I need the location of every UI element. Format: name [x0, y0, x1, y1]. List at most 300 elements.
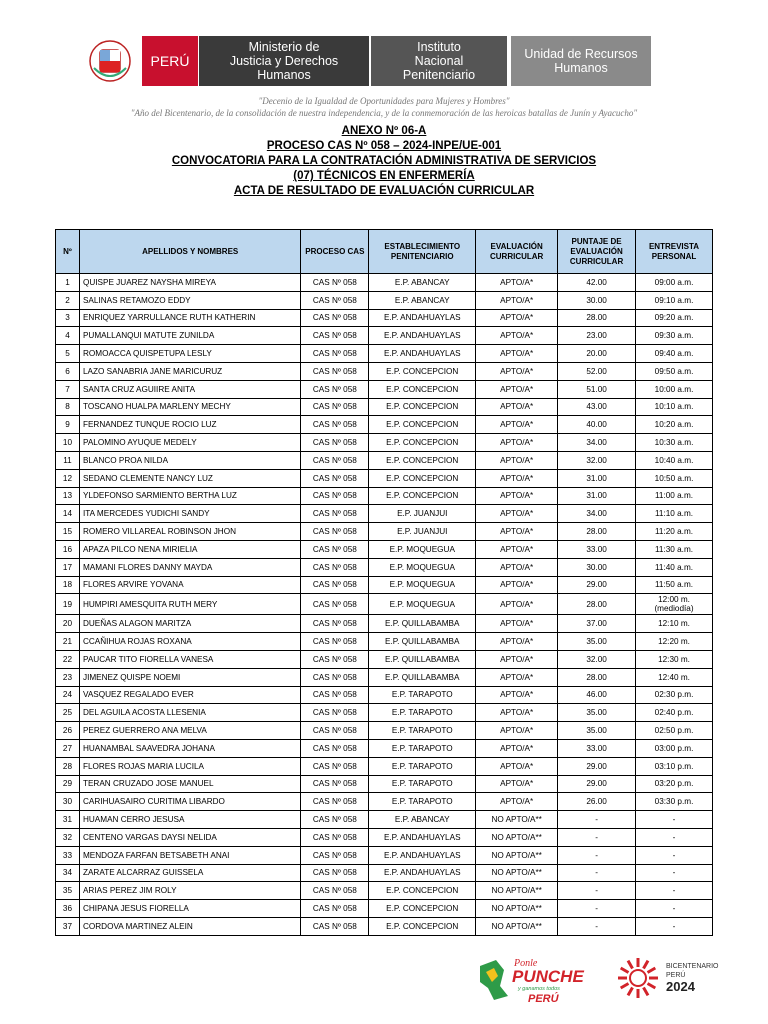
row-process: CAS Nº 058 — [301, 576, 369, 594]
row-process: CAS Nº 058 — [301, 398, 369, 416]
row-number: 9 — [56, 416, 80, 434]
row-name: PALOMINO AYUQUE MEDELY — [79, 434, 300, 452]
row-evaluation: APTO/A* — [476, 757, 558, 775]
row-process: CAS Nº 058 — [301, 523, 369, 541]
row-process: CAS Nº 058 — [301, 900, 369, 918]
row-number: 5 — [56, 345, 80, 363]
row-establishment: E.P. MOQUEGUA — [369, 576, 476, 594]
row-interview: 11:20 a.m. — [636, 523, 713, 541]
row-number: 4 — [56, 327, 80, 345]
row-score: 30.00 — [558, 291, 636, 309]
table-row — [56, 291, 713, 309]
row-evaluation: APTO/A* — [476, 434, 558, 452]
row-number: 28 — [56, 757, 80, 775]
row-establishment: E.P. QUILLABAMBA — [369, 633, 476, 651]
table-row — [56, 523, 713, 541]
row-evaluation: APTO/A* — [476, 576, 558, 594]
table-row — [56, 704, 713, 722]
call-title: CONVOCATORIA PARA LA CONTRATACIÓN ADMINISTRATIVA DE SERVICIOS — [171, 155, 597, 167]
row-interview: 12:30 m. — [636, 650, 713, 668]
row-number: 21 — [56, 633, 80, 651]
row-score: 35.00 — [558, 704, 636, 722]
row-number: 26 — [56, 722, 80, 740]
row-interview: 10:00 a.m. — [636, 380, 713, 398]
row-establishment: E.P. JUANJUI — [369, 505, 476, 523]
header-number: Nº — [56, 230, 80, 274]
row-interview: 03:20 p.m. — [636, 775, 713, 793]
row-interview: 03:30 p.m. — [636, 793, 713, 811]
table-row — [56, 469, 713, 487]
row-number: 12 — [56, 469, 80, 487]
row-establishment: E.P. CONCEPCION — [369, 917, 476, 935]
row-establishment: E.P. TARAPOTO — [369, 739, 476, 757]
row-score: - — [558, 882, 636, 900]
row-process: CAS Nº 058 — [301, 615, 369, 633]
row-score: 30.00 — [558, 558, 636, 576]
table-row — [56, 864, 713, 882]
row-name: ZARATE ALCARRAZ GUISSELA — [79, 864, 300, 882]
row-number: 33 — [56, 846, 80, 864]
row-score: 26.00 — [558, 793, 636, 811]
row-establishment: E.P. ABANCAY — [369, 291, 476, 309]
row-establishment: E.P. MOQUEGUA — [369, 558, 476, 576]
row-score: - — [558, 811, 636, 829]
row-score: 28.00 — [558, 309, 636, 327]
row-evaluation: APTO/A* — [476, 327, 558, 345]
table-row — [56, 633, 713, 651]
row-process: CAS Nº 058 — [301, 291, 369, 309]
row-process: CAS Nº 058 — [301, 327, 369, 345]
row-score: 34.00 — [558, 505, 636, 523]
row-process: CAS Nº 058 — [301, 309, 369, 327]
table-row — [56, 362, 713, 380]
row-number: 16 — [56, 540, 80, 558]
row-establishment: E.P. ANDAHUAYLAS — [369, 309, 476, 327]
row-establishment: E.P. CONCEPCION — [369, 434, 476, 452]
row-process: CAS Nº 058 — [301, 882, 369, 900]
table-row — [56, 828, 713, 846]
table-row — [56, 540, 713, 558]
row-score: 31.00 — [558, 487, 636, 505]
row-interview: 11:40 a.m. — [636, 558, 713, 576]
row-process: CAS Nº 058 — [301, 668, 369, 686]
row-establishment: E.P. CONCEPCION — [369, 469, 476, 487]
row-interview: - — [636, 828, 713, 846]
row-interview: 09:00 a.m. — [636, 274, 713, 292]
row-interview: - — [636, 882, 713, 900]
row-interview: 09:40 a.m. — [636, 345, 713, 363]
table-row — [56, 345, 713, 363]
row-evaluation: APTO/A* — [476, 309, 558, 327]
row-score: 46.00 — [558, 686, 636, 704]
row-interview: - — [636, 864, 713, 882]
row-process: CAS Nº 058 — [301, 451, 369, 469]
row-interview: 02:40 p.m. — [636, 704, 713, 722]
row-evaluation: APTO/A* — [476, 380, 558, 398]
row-establishment: E.P. TARAPOTO — [369, 757, 476, 775]
row-establishment: E.P. TARAPOTO — [369, 722, 476, 740]
row-evaluation: APTO/A* — [476, 793, 558, 811]
bicentenario-text: BICENTENARIO PERÚ 2024 — [666, 963, 719, 994]
table-row — [56, 380, 713, 398]
row-evaluation: APTO/A* — [476, 558, 558, 576]
campaign-slogan: y ganamos todos — [518, 986, 560, 992]
row-process: CAS Nº 058 — [301, 757, 369, 775]
row-name: PUMALLANQUI MATUTE ZUNILDA — [79, 327, 300, 345]
row-process: CAS Nº 058 — [301, 633, 369, 651]
row-score: 43.00 — [558, 398, 636, 416]
row-establishment: E.P. CONCEPCION — [369, 487, 476, 505]
row-number: 1 — [56, 274, 80, 292]
row-score: - — [558, 828, 636, 846]
row-establishment: E.P. QUILLABAMBA — [369, 650, 476, 668]
row-number: 14 — [56, 505, 80, 523]
row-process: CAS Nº 058 — [301, 828, 369, 846]
row-evaluation: APTO/A* — [476, 594, 558, 615]
row-evaluation: APTO/A* — [476, 615, 558, 633]
row-establishment: E.P. CONCEPCION — [369, 380, 476, 398]
row-evaluation: APTO/A* — [476, 487, 558, 505]
row-name: APAZA PILCO NENA MIRIELIA — [79, 540, 300, 558]
row-number: 11 — [56, 451, 80, 469]
row-evaluation: APTO/A* — [476, 469, 558, 487]
row-evaluation: APTO/A* — [476, 398, 558, 416]
header-score: PUNTAJE DE EVALUACIÓN CURRICULAR — [558, 230, 636, 274]
row-name: ROMERO VILLAREAL ROBINSON JHON — [79, 523, 300, 541]
row-name: HUMPIRI AMESQUITA RUTH MERY — [79, 594, 300, 615]
row-number: 30 — [56, 793, 80, 811]
row-name: ITA MERCEDES YUDICHI SANDY — [79, 505, 300, 523]
row-name: CARIHUASAIRO CURITIMA LIBARDO — [79, 793, 300, 811]
table-row — [56, 398, 713, 416]
row-evaluation: NO APTO/A** — [476, 917, 558, 935]
row-process: CAS Nº 058 — [301, 505, 369, 523]
row-interview: 10:30 a.m. — [636, 434, 713, 452]
row-name: JIMENEZ QUISPE NOEMI — [79, 668, 300, 686]
row-process: CAS Nº 058 — [301, 811, 369, 829]
row-number: 17 — [56, 558, 80, 576]
row-interview: 03:00 p.m. — [636, 739, 713, 757]
row-evaluation: APTO/A* — [476, 274, 558, 292]
table-row — [56, 739, 713, 757]
table-row — [56, 434, 713, 452]
row-score: 28.00 — [558, 523, 636, 541]
row-interview: 09:10 a.m. — [636, 291, 713, 309]
row-interview: - — [636, 846, 713, 864]
bicentenario-emblem-icon — [616, 956, 660, 1000]
row-process: CAS Nº 058 — [301, 362, 369, 380]
table-row — [56, 309, 713, 327]
table-row — [56, 722, 713, 740]
row-name: BLANCO PROA NILDA — [79, 451, 300, 469]
header-process: PROCESO CAS — [301, 230, 369, 274]
row-score: 33.00 — [558, 739, 636, 757]
row-score: - — [558, 900, 636, 918]
table-row — [56, 594, 713, 615]
row-establishment: E.P. QUILLABAMBA — [369, 668, 476, 686]
row-process: CAS Nº 058 — [301, 345, 369, 363]
row-interview: 10:40 a.m. — [636, 451, 713, 469]
table-row — [56, 274, 713, 292]
row-score: 42.00 — [558, 274, 636, 292]
row-name: FLORES ROJAS MARIA LUCILA — [79, 757, 300, 775]
row-score: 32.00 — [558, 451, 636, 469]
row-evaluation: APTO/A* — [476, 668, 558, 686]
row-score: 28.00 — [558, 594, 636, 615]
row-evaluation: NO APTO/A** — [476, 882, 558, 900]
coat-of-arms-icon — [78, 36, 142, 86]
table-row — [56, 416, 713, 434]
peru-label: PERÚ — [142, 36, 198, 86]
table-row — [56, 882, 713, 900]
row-number: 37 — [56, 917, 80, 935]
row-name: CORDOVA MARTINEZ ALEIN — [79, 917, 300, 935]
row-name: CENTENO VARGAS DAYSI NELIDA — [79, 828, 300, 846]
table-row — [56, 811, 713, 829]
ponle-punche-logo — [474, 952, 594, 1004]
row-name: HUAMAN CERRO JESUSA — [79, 811, 300, 829]
row-number: 22 — [56, 650, 80, 668]
header-interview: ENTREVISTA PERSONAL — [636, 230, 713, 274]
row-process: CAS Nº 058 — [301, 594, 369, 615]
row-interview: 10:10 a.m. — [636, 398, 713, 416]
row-process: CAS Nº 058 — [301, 558, 369, 576]
row-name: TOSCANO HUALPA MARLENY MECHY — [79, 398, 300, 416]
row-name: DUEÑAS ALAGON MARITZA — [79, 615, 300, 633]
row-establishment: E.P. MOQUEGUA — [369, 540, 476, 558]
table-row — [56, 775, 713, 793]
process-title: PROCESO CAS Nº 058 – 2024-INPE/UE-001 — [266, 140, 502, 152]
table-row — [56, 576, 713, 594]
row-number: 8 — [56, 398, 80, 416]
row-number: 15 — [56, 523, 80, 541]
row-establishment: E.P. ANDAHUAYLAS — [369, 864, 476, 882]
row-establishment: E.P. ANDAHUAYLAS — [369, 345, 476, 363]
row-number: 18 — [56, 576, 80, 594]
row-establishment: E.P. CONCEPCION — [369, 882, 476, 900]
row-establishment: E.P. CONCEPCION — [369, 900, 476, 918]
row-name: PEREZ GUERRERO ANA MELVA — [79, 722, 300, 740]
row-name: LAZO SANABRIA JANE MARICURUZ — [79, 362, 300, 380]
row-process: CAS Nº 058 — [301, 434, 369, 452]
institute-label: Instituto Nacional Penitenciario — [371, 36, 507, 86]
row-interview: 12:10 m. — [636, 615, 713, 633]
row-number: 34 — [56, 864, 80, 882]
row-number: 36 — [56, 900, 80, 918]
row-score: 35.00 — [558, 722, 636, 740]
row-score: - — [558, 864, 636, 882]
row-process: CAS Nº 058 — [301, 686, 369, 704]
row-score: 37.00 — [558, 615, 636, 633]
row-name: QUISPE JUAREZ NAYSHA MIREYA — [79, 274, 300, 292]
row-score: 40.00 — [558, 416, 636, 434]
row-establishment: E.P. TARAPOTO — [369, 686, 476, 704]
row-evaluation: APTO/A* — [476, 345, 558, 363]
table-row — [56, 757, 713, 775]
row-number: 3 — [56, 309, 80, 327]
row-process: CAS Nº 058 — [301, 650, 369, 668]
row-score: 29.00 — [558, 576, 636, 594]
table-row — [56, 505, 713, 523]
row-score: 29.00 — [558, 775, 636, 793]
row-name: TERAN CRUZADO JOSE MANUEL — [79, 775, 300, 793]
row-evaluation: NO APTO/A** — [476, 811, 558, 829]
row-interview: - — [636, 811, 713, 829]
row-number: 13 — [56, 487, 80, 505]
table-header-row — [56, 230, 713, 274]
row-evaluation: APTO/A* — [476, 704, 558, 722]
row-name: HUANAMBAL SAAVEDRA JOHANA — [79, 739, 300, 757]
row-score: 20.00 — [558, 345, 636, 363]
row-evaluation: APTO/A* — [476, 416, 558, 434]
row-establishment: E.P. CONCEPCION — [369, 416, 476, 434]
row-interview: 10:20 a.m. — [636, 416, 713, 434]
table-body — [56, 274, 713, 936]
row-process: CAS Nº 058 — [301, 917, 369, 935]
annex-title: ANEXO Nº 06-A — [341, 125, 427, 137]
row-establishment: E.P. MOQUEGUA — [369, 594, 476, 615]
row-establishment: E.P. TARAPOTO — [369, 704, 476, 722]
row-process: CAS Nº 058 — [301, 846, 369, 864]
row-evaluation: APTO/A* — [476, 291, 558, 309]
row-establishment: E.P. ANDAHUAYLAS — [369, 846, 476, 864]
row-number: 24 — [56, 686, 80, 704]
row-process: CAS Nº 058 — [301, 739, 369, 757]
row-interview: 11:50 a.m. — [636, 576, 713, 594]
table-row — [56, 900, 713, 918]
row-name: CCAÑIHUA ROJAS ROXANA — [79, 633, 300, 651]
table-row — [56, 917, 713, 935]
row-process: CAS Nº 058 — [301, 864, 369, 882]
row-number: 29 — [56, 775, 80, 793]
row-evaluation: APTO/A* — [476, 505, 558, 523]
row-interview: 10:50 a.m. — [636, 469, 713, 487]
row-score: 29.00 — [558, 757, 636, 775]
row-establishment: E.P. ABANCAY — [369, 811, 476, 829]
row-evaluation: APTO/A* — [476, 362, 558, 380]
row-process: CAS Nº 058 — [301, 274, 369, 292]
row-name: FERNANDEZ TUNQUE ROCIO LUZ — [79, 416, 300, 434]
row-number: 19 — [56, 594, 80, 615]
row-name: SANTA CRUZ AGUIIRE ANITA — [79, 380, 300, 398]
row-establishment: E.P. ABANCAY — [369, 274, 476, 292]
row-number: 20 — [56, 615, 80, 633]
row-interview: 02:50 p.m. — [636, 722, 713, 740]
row-process: CAS Nº 058 — [301, 380, 369, 398]
row-number: 2 — [56, 291, 80, 309]
row-name: VASQUEZ REGALADO EVER — [79, 686, 300, 704]
row-score: 34.00 — [558, 434, 636, 452]
table-row — [56, 686, 713, 704]
row-establishment: E.P. CONCEPCION — [369, 362, 476, 380]
row-evaluation: APTO/A* — [476, 650, 558, 668]
row-process: CAS Nº 058 — [301, 722, 369, 740]
row-establishment: E.P. CONCEPCION — [369, 451, 476, 469]
row-interview: 12:40 m. — [636, 668, 713, 686]
table-row — [56, 668, 713, 686]
row-number: 27 — [56, 739, 80, 757]
row-score: 23.00 — [558, 327, 636, 345]
row-interview: 12:20 m. — [636, 633, 713, 651]
table-row — [56, 846, 713, 864]
row-name: ENRIQUEZ YARRULLANCE RUTH KATHERIN — [79, 309, 300, 327]
row-score: 51.00 — [558, 380, 636, 398]
row-evaluation: NO APTO/A** — [476, 900, 558, 918]
row-interview: 09:30 a.m. — [636, 327, 713, 345]
campaign-punche: PUNCHE — [512, 967, 584, 986]
row-establishment: E.P. QUILLABAMBA — [369, 615, 476, 633]
row-number: 10 — [56, 434, 80, 452]
row-process: CAS Nº 058 — [301, 704, 369, 722]
row-interview: 11:00 a.m. — [636, 487, 713, 505]
row-score: 52.00 — [558, 362, 636, 380]
row-process: CAS Nº 058 — [301, 416, 369, 434]
row-name: FLORES ARVIRE YOVANA — [79, 576, 300, 594]
motto-decade: "Decenio de la Igualdad de Oportunidades para Mujeres y Hombres" — [258, 96, 510, 106]
table-row — [56, 487, 713, 505]
results-table — [55, 229, 713, 936]
row-interview: 09:50 a.m. — [636, 362, 713, 380]
row-interview: - — [636, 917, 713, 935]
header-establishment: ESTABLECIMIENTO PENITENCIARIO — [369, 230, 476, 274]
row-number: 31 — [56, 811, 80, 829]
header-names: APELLIDOS Y NOMBRES — [79, 230, 300, 274]
campaign-ponle: Ponle — [514, 958, 538, 969]
row-name: PAUCAR TITO FIORELLA VANESA — [79, 650, 300, 668]
bicentenario-logo — [616, 955, 726, 1001]
row-process: CAS Nº 058 — [301, 793, 369, 811]
row-evaluation: APTO/A* — [476, 775, 558, 793]
row-score: - — [558, 846, 636, 864]
row-name: ARIAS PEREZ JIM ROLY — [79, 882, 300, 900]
row-evaluation: APTO/A* — [476, 633, 558, 651]
row-name: YLDEFONSO SARMIENTO BERTHA LUZ — [79, 487, 300, 505]
row-evaluation: APTO/A* — [476, 540, 558, 558]
row-score: 31.00 — [558, 469, 636, 487]
row-interview: 09:20 a.m. — [636, 309, 713, 327]
row-evaluation: APTO/A* — [476, 523, 558, 541]
row-number: 32 — [56, 828, 80, 846]
ministry-label: Ministerio de Justicia y Derechos Humanos — [198, 36, 369, 86]
table-row — [56, 615, 713, 633]
row-score: 28.00 — [558, 668, 636, 686]
row-number: 7 — [56, 380, 80, 398]
row-name: MAMANI FLORES DANNY MAYDA — [79, 558, 300, 576]
row-evaluation: NO APTO/A** — [476, 828, 558, 846]
row-number: 6 — [56, 362, 80, 380]
row-score: 35.00 — [558, 633, 636, 651]
row-evaluation: APTO/A* — [476, 686, 558, 704]
document-titles — [0, 124, 768, 199]
row-process: CAS Nº 058 — [301, 540, 369, 558]
table-row — [56, 558, 713, 576]
row-number: 25 — [56, 704, 80, 722]
row-process: CAS Nº 058 — [301, 487, 369, 505]
row-score: 33.00 — [558, 540, 636, 558]
row-name: CHIPANA JESUS FIORELLA — [79, 900, 300, 918]
table-row — [56, 793, 713, 811]
motto-year: "Año del Bicentenario, de la consolidación de nuestra independencia, y de la conmemoración de las heroicas batallas de Junín y Ayacucho" — [130, 108, 638, 118]
row-number: 35 — [56, 882, 80, 900]
row-interview: 11:30 a.m. — [636, 540, 713, 558]
row-name: SEDANO CLEMENTE NANCY LUZ — [79, 469, 300, 487]
row-process: CAS Nº 058 — [301, 775, 369, 793]
row-interview: 11:10 a.m. — [636, 505, 713, 523]
row-interview: 02:30 p.m. — [636, 686, 713, 704]
row-evaluation: NO APTO/A** — [476, 864, 558, 882]
row-name: DEL AGUILA ACOSTA LLESENIA — [79, 704, 300, 722]
table-row — [56, 327, 713, 345]
